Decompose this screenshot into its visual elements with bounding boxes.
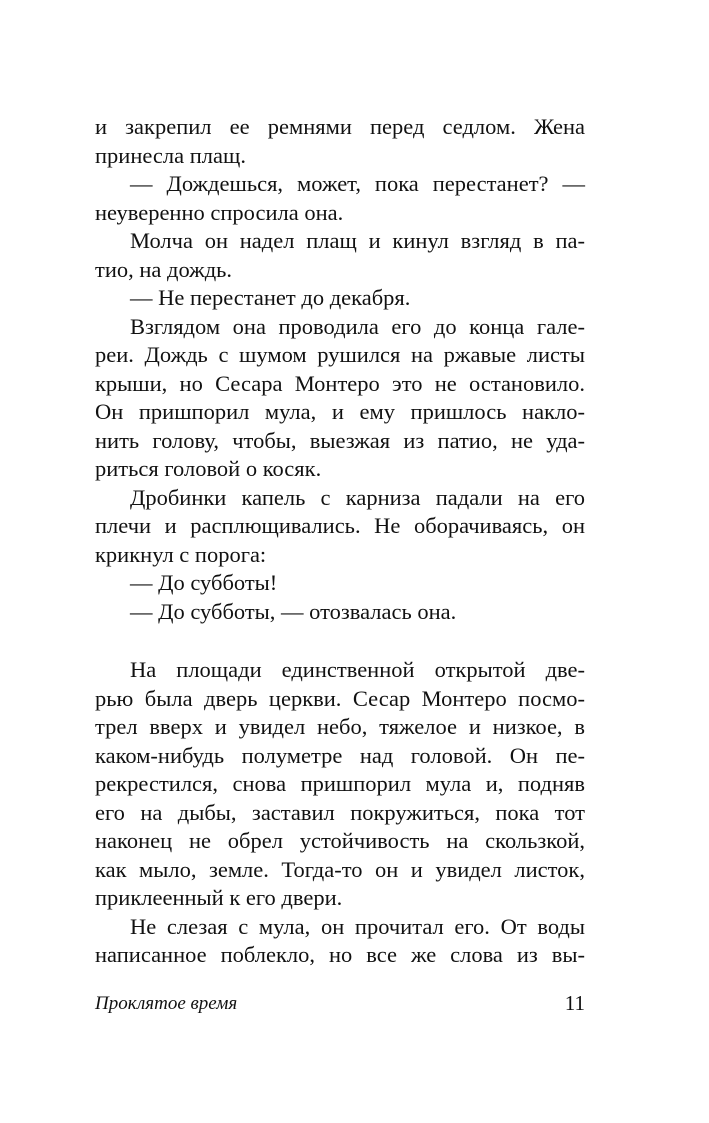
text-line: Молча он надел плащ и кинул взгляд в па- xyxy=(130,228,585,253)
text-line: рью была дверь церкви. Сесар Монтеро посмо- xyxy=(95,685,585,711)
text-line: — Не перестанет до декабря. xyxy=(130,285,411,310)
text-line: реи. Дождь с шумом рушился на ржавые листы xyxy=(95,342,585,367)
text-line: риться головой о косяк. xyxy=(95,456,322,481)
text-line: нить голову, чтобы, выезжая из патио, не уда- xyxy=(95,427,585,453)
text-line: Взглядом она проводила его до конца гале- xyxy=(130,313,585,339)
text-line: — До субботы, — отозвалась она. xyxy=(130,598,457,624)
text-line: На площади единственной открытой две- xyxy=(130,657,585,682)
text-line: трел вверх и увидел небо, тяжелое и низкое, в xyxy=(95,714,585,739)
text-line: рекрестился, снова пришпорил мула и, подняв xyxy=(95,771,585,796)
text-line: тио, на дождь. xyxy=(95,256,233,282)
text-line: неуверенно спросила она. xyxy=(95,199,344,225)
text-line: Он пришпорил мула, и ему пришлось накло- xyxy=(95,399,585,424)
text-line: как мыло, земле. Тогда-то он и увидел листок, xyxy=(95,856,585,882)
text-line: Дробинки капель с карниза падали на его xyxy=(130,484,585,510)
text-line: наконец не обрел устойчивость на скользкой, xyxy=(95,828,585,853)
text-line: крыши, но Сесара Монтеро это не остановило. xyxy=(95,370,585,396)
text-line: принесла плащ. xyxy=(95,142,246,168)
text-line: его на дыбы, заставил покружиться, пока тот xyxy=(95,799,585,825)
text-line: каком-нибудь полуметре над головой. Он пе- xyxy=(95,742,585,768)
page-number: 11 xyxy=(564,991,585,1015)
text-line: — До субботы! xyxy=(130,570,278,595)
text-line: крикнул с порога: xyxy=(95,541,267,567)
text-line: приклеенный к его двери. xyxy=(95,885,343,910)
text-line: плечи и расплющивались. Не оборачиваясь, он xyxy=(95,513,585,538)
text-line: Не слезая с мула, он прочитал его. От воды xyxy=(130,913,585,939)
running-footer-title: Проклятое время xyxy=(95,993,238,1014)
text-line: и закрепил ее ремнями перед седлом. Жена xyxy=(95,114,585,139)
text-section-two xyxy=(95,656,585,970)
text-section-one xyxy=(95,113,585,626)
text-line: написанное поблекло, но все же слова из вы- xyxy=(95,942,585,967)
text-line: — Дождешься, может, пока перестанет? — xyxy=(130,171,585,196)
